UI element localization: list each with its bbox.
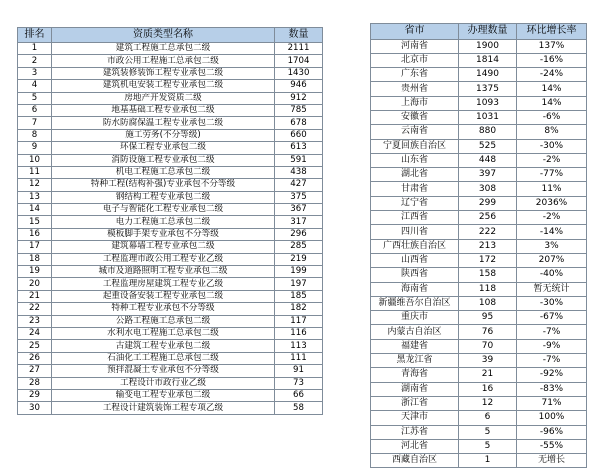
qualification-type-cell: 工程监理市政公用工程专业乙级 (52, 253, 275, 265)
growth-rate-cell: 14% (517, 96, 587, 110)
processed-count-cell: 1375 (459, 82, 517, 96)
rank-cell: 21 (18, 290, 52, 302)
rank-cell: 4 (18, 80, 52, 92)
rank-cell: 29 (18, 389, 52, 401)
province-cell: 上海市 (371, 96, 459, 110)
table-row (18, 377, 323, 389)
province-cell: 广东省 (371, 68, 459, 82)
qualification-type-cell: 机电工程施工总承包二级 (52, 166, 275, 178)
growth-rate-cell: 207% (517, 253, 587, 267)
province-cell: 湖北省 (371, 168, 459, 182)
qualification-type-cell: 消防设施工程专业承包二级 (52, 154, 275, 166)
province-cell: 山西省 (371, 253, 459, 267)
qualification-type-cell: 防水防腐保温工程专业承包二级 (52, 117, 275, 129)
table-row (371, 368, 587, 382)
province-cell: 宁夏回族自治区 (371, 139, 459, 153)
province-header: 省市 (371, 24, 459, 40)
table-row (18, 340, 323, 352)
table-row (371, 311, 587, 325)
table-row (371, 339, 587, 353)
growth-rate-cell: 2036% (517, 196, 587, 210)
count-cell: 285 (275, 241, 323, 253)
growth-rate-cell: -14% (517, 225, 587, 239)
count-cell: 678 (275, 117, 323, 129)
growth-rate-cell: -30% (517, 296, 587, 310)
table-row (371, 253, 587, 267)
table-row (371, 454, 587, 468)
table-row (371, 239, 587, 253)
qualification-type-cell: 古建筑工程专业承包二级 (52, 340, 275, 352)
count-cell: 296 (275, 228, 323, 240)
rank-cell: 28 (18, 377, 52, 389)
processed-count-cell: 70 (459, 339, 517, 353)
growth-rate-cell: -92% (517, 368, 587, 382)
province-cell: 内蒙古自治区 (371, 325, 459, 339)
province-cell: 江苏省 (371, 425, 459, 439)
processed-count-cell: 1900 (459, 39, 517, 53)
table-row (18, 278, 323, 290)
rank-cell: 2 (18, 55, 52, 67)
table-row (18, 253, 323, 265)
qualification-type-cell: 起重设备安装工程专业承包二级 (52, 290, 275, 302)
rank-cell: 10 (18, 154, 52, 166)
count-cell: 2111 (275, 43, 323, 55)
count-cell: 946 (275, 80, 323, 92)
processed-count-cell: 118 (459, 282, 517, 296)
table-row (18, 228, 323, 240)
table-row (371, 196, 587, 210)
count-cell: 116 (275, 327, 323, 339)
qualification-type-cell: 水利水电工程施工总承包二级 (52, 327, 275, 339)
table-row (18, 142, 323, 154)
qualification-type-cell: 建筑幕墙工程专业承包二级 (52, 241, 275, 253)
processed-count-cell: 299 (459, 196, 517, 210)
rank-cell: 18 (18, 253, 52, 265)
growth-rate-cell: 8% (517, 125, 587, 139)
qualification-type-cell: 施工劳务(不分等级) (52, 129, 275, 141)
growth-rate-cell: 71% (517, 396, 587, 410)
qualification-type-cell: 特种工程(结构补强)专业承包不分等级 (52, 179, 275, 191)
qualification-type-cell: 工程设计建筑装饰工程专项乙级 (52, 402, 275, 414)
table-row (371, 268, 587, 282)
rank-cell: 26 (18, 352, 52, 364)
rank-cell: 7 (18, 117, 52, 129)
qualification-type-cell: 城市及道路照明工程专业承包二级 (52, 266, 275, 278)
count-cell: 111 (275, 352, 323, 364)
province-cell: 青海省 (371, 368, 459, 382)
count-cell: 91 (275, 365, 323, 377)
rank-cell: 15 (18, 216, 52, 228)
table-row (18, 117, 323, 129)
growth-rate-cell: 3% (517, 239, 587, 253)
qualification-type-cell: 公路工程施工总承包二级 (52, 315, 275, 327)
province-cell: 新疆维吾尔自治区 (371, 296, 459, 310)
processed-count-cell: 172 (459, 253, 517, 267)
processed-count-cell: 1 (459, 454, 517, 468)
processed-count-cell: 213 (459, 239, 517, 253)
qualification-type-cell: 预拌混凝土专业承包不分等级 (52, 365, 275, 377)
table-row (371, 425, 587, 439)
count-cell: 912 (275, 92, 323, 104)
table-row (18, 402, 323, 414)
table-row (18, 104, 323, 116)
qualification-type-cell: 输变电工程专业承包二级 (52, 389, 275, 401)
growth-rate-cell: -7% (517, 325, 587, 339)
province-table (370, 23, 587, 468)
table-row (371, 139, 587, 153)
rank-cell: 8 (18, 129, 52, 141)
processed-count-cell: 12 (459, 396, 517, 410)
processed-count-cell: 5 (459, 425, 517, 439)
processed-count-cell: 158 (459, 268, 517, 282)
growth-rate-cell: -2% (517, 211, 587, 225)
table-row (371, 168, 587, 182)
table-row (18, 352, 323, 364)
province-cell: 云南省 (371, 125, 459, 139)
count-cell: 785 (275, 104, 323, 116)
table-row (371, 53, 587, 67)
rank-cell: 27 (18, 365, 52, 377)
rank-cell: 5 (18, 92, 52, 104)
table-row (18, 166, 323, 178)
qualification-type-cell: 电力工程施工总承包二级 (52, 216, 275, 228)
count-cell: 438 (275, 166, 323, 178)
qualification-type-cell: 环保工程专业承包二级 (52, 142, 275, 154)
growth-rate-cell: -77% (517, 168, 587, 182)
rank-cell: 6 (18, 104, 52, 116)
table-row (18, 191, 323, 203)
table-row (18, 67, 323, 79)
growth-rate-cell: -67% (517, 311, 587, 325)
growth-rate-cell: -16% (517, 53, 587, 67)
count-cell: 113 (275, 340, 323, 352)
rank-header: 排名 (18, 28, 52, 43)
processed-count-cell: 5 (459, 439, 517, 453)
processed-count-cell: 6 (459, 411, 517, 425)
count-cell: 66 (275, 389, 323, 401)
rank-cell: 9 (18, 142, 52, 154)
province-cell: 湖南省 (371, 382, 459, 396)
count-cell: 73 (275, 377, 323, 389)
growth-rate-cell: 14% (517, 82, 587, 96)
growth-rate-cell: -24% (517, 68, 587, 82)
processed-count-cell: 21 (459, 368, 517, 382)
rank-cell: 22 (18, 303, 52, 315)
qualification-type-cell: 房地产开发资质二级 (52, 92, 275, 104)
processed-count-cell: 256 (459, 211, 517, 225)
processed-count-cell: 222 (459, 225, 517, 239)
processed-count-cell: 880 (459, 125, 517, 139)
table-row (371, 382, 587, 396)
rank-cell: 1 (18, 43, 52, 55)
processed-count-cell: 16 (459, 382, 517, 396)
table-row (18, 365, 323, 377)
qualification-type-cell: 建筑机电安装工程专业承包二级 (52, 80, 275, 92)
processed-count-header: 办理数量 (459, 24, 517, 40)
province-cell: 重庆市 (371, 311, 459, 325)
table-row (371, 39, 587, 53)
province-cell: 贵州省 (371, 82, 459, 96)
count-cell: 182 (275, 303, 323, 315)
table-row (18, 241, 323, 253)
qualification-type-cell: 工程设计市政行业乙级 (52, 377, 275, 389)
processed-count-cell: 39 (459, 354, 517, 368)
rank-cell: 12 (18, 179, 52, 191)
processed-count-cell: 1490 (459, 68, 517, 82)
processed-count-cell: 76 (459, 325, 517, 339)
table-row (371, 125, 587, 139)
count-cell: 591 (275, 154, 323, 166)
table-row (18, 290, 323, 302)
growth-rate-cell: -7% (517, 354, 587, 368)
growth-rate-cell: 100% (517, 411, 587, 425)
table-row (18, 80, 323, 92)
rank-cell: 23 (18, 315, 52, 327)
qualification-type-cell: 建筑装修装饰工程专业承包二级 (52, 67, 275, 79)
processed-count-cell: 308 (459, 182, 517, 196)
count-cell: 58 (275, 402, 323, 414)
growth-rate-cell: 暂无统计 (517, 282, 587, 296)
qualification-type-cell: 电子与智能化工程专业承包二级 (52, 204, 275, 216)
processed-count-cell: 448 (459, 153, 517, 167)
table-row (371, 110, 587, 124)
count-cell: 613 (275, 142, 323, 154)
growth-rate-cell: -30% (517, 139, 587, 153)
count-cell: 197 (275, 278, 323, 290)
table-row (18, 216, 323, 228)
table-row (18, 179, 323, 191)
count-cell: 185 (275, 290, 323, 302)
table-row (371, 439, 587, 453)
table-row (371, 182, 587, 196)
qualification-type-cell: 特种工程专业承包不分等级 (52, 303, 275, 315)
rank-cell: 11 (18, 166, 52, 178)
growth-rate-cell: -6% (517, 110, 587, 124)
rank-cell: 17 (18, 241, 52, 253)
province-cell: 陕西省 (371, 268, 459, 282)
processed-count-cell: 525 (459, 139, 517, 153)
table-row (371, 211, 587, 225)
rank-cell: 30 (18, 402, 52, 414)
table-header-row (371, 24, 587, 40)
qualification-type-cell: 市政公用工程施工总承包二级 (52, 55, 275, 67)
processed-count-cell: 397 (459, 168, 517, 182)
province-cell: 黑龙江省 (371, 354, 459, 368)
table-row (371, 96, 587, 110)
growth-rate-cell: -55% (517, 439, 587, 453)
processed-count-cell: 95 (459, 311, 517, 325)
count-cell: 1704 (275, 55, 323, 67)
count-cell: 660 (275, 129, 323, 141)
processed-count-cell: 1031 (459, 110, 517, 124)
qualification-type-cell: 地基基础工程专业承包二级 (52, 104, 275, 116)
table-row (18, 154, 323, 166)
table-row (371, 82, 587, 96)
province-cell: 江西省 (371, 211, 459, 225)
growth-rate-header: 环比增长率 (517, 24, 587, 40)
qualification-type-cell: 模板脚手架专业承包不分等级 (52, 228, 275, 240)
table-row (371, 411, 587, 425)
table-row (18, 55, 323, 67)
province-cell: 北京市 (371, 53, 459, 67)
province-cell: 广西壮族自治区 (371, 239, 459, 253)
qualification-type-cell: 工程监理房屋建筑工程专业乙级 (52, 278, 275, 290)
table-row (371, 396, 587, 410)
rank-cell: 19 (18, 266, 52, 278)
qualification-type-header: 资质类型名称 (52, 28, 275, 43)
count-cell: 367 (275, 204, 323, 216)
province-cell: 河南省 (371, 39, 459, 53)
province-cell: 天津市 (371, 411, 459, 425)
count-cell: 375 (275, 191, 323, 203)
province-cell: 辽宁省 (371, 196, 459, 210)
province-cell: 安徽省 (371, 110, 459, 124)
table-row (371, 325, 587, 339)
rank-cell: 16 (18, 228, 52, 240)
table-row (18, 129, 323, 141)
growth-rate-cell: -83% (517, 382, 587, 396)
growth-rate-cell: -2% (517, 153, 587, 167)
count-header: 数量 (275, 28, 323, 43)
table-row (371, 153, 587, 167)
table-row (371, 225, 587, 239)
rank-cell: 13 (18, 191, 52, 203)
rank-cell: 20 (18, 278, 52, 290)
table-row (18, 303, 323, 315)
rank-cell: 3 (18, 67, 52, 79)
table-row (18, 92, 323, 104)
province-cell: 西藏自治区 (371, 454, 459, 468)
processed-count-cell: 1093 (459, 96, 517, 110)
table-row (371, 354, 587, 368)
growth-rate-cell: 无增长 (517, 454, 587, 468)
growth-rate-cell: 137% (517, 39, 587, 53)
qualification-table-body (18, 43, 323, 415)
province-cell: 山东省 (371, 153, 459, 167)
table-row (18, 327, 323, 339)
rank-cell: 25 (18, 340, 52, 352)
rank-cell: 14 (18, 204, 52, 216)
table-row (371, 68, 587, 82)
table-row (371, 282, 587, 296)
table-row (18, 315, 323, 327)
count-cell: 199 (275, 266, 323, 278)
growth-rate-cell: -96% (517, 425, 587, 439)
province-table-body (371, 39, 587, 468)
growth-rate-cell: -9% (517, 339, 587, 353)
qualification-type-cell: 石油化工工程施工总承包二级 (52, 352, 275, 364)
count-cell: 219 (275, 253, 323, 265)
growth-rate-cell: 11% (517, 182, 587, 196)
qualification-ranking-table (17, 27, 323, 415)
province-cell: 浙江省 (371, 396, 459, 410)
table-row (18, 389, 323, 401)
count-cell: 1430 (275, 67, 323, 79)
province-cell: 四川省 (371, 225, 459, 239)
processed-count-cell: 108 (459, 296, 517, 310)
rank-cell: 24 (18, 327, 52, 339)
qualification-type-cell: 钢结构工程专业承包二级 (52, 191, 275, 203)
province-cell: 福建省 (371, 339, 459, 353)
table-row (18, 266, 323, 278)
table-row (371, 296, 587, 310)
province-cell: 海南省 (371, 282, 459, 296)
table-row (18, 204, 323, 216)
count-cell: 117 (275, 315, 323, 327)
table-header-row (18, 28, 323, 43)
processed-count-cell: 1814 (459, 53, 517, 67)
growth-rate-cell: -40% (517, 268, 587, 282)
qualification-type-cell: 建筑工程施工总承包二级 (52, 43, 275, 55)
table-row (18, 43, 323, 55)
province-cell: 河北省 (371, 439, 459, 453)
province-cell: 甘肃省 (371, 182, 459, 196)
count-cell: 427 (275, 179, 323, 191)
count-cell: 317 (275, 216, 323, 228)
